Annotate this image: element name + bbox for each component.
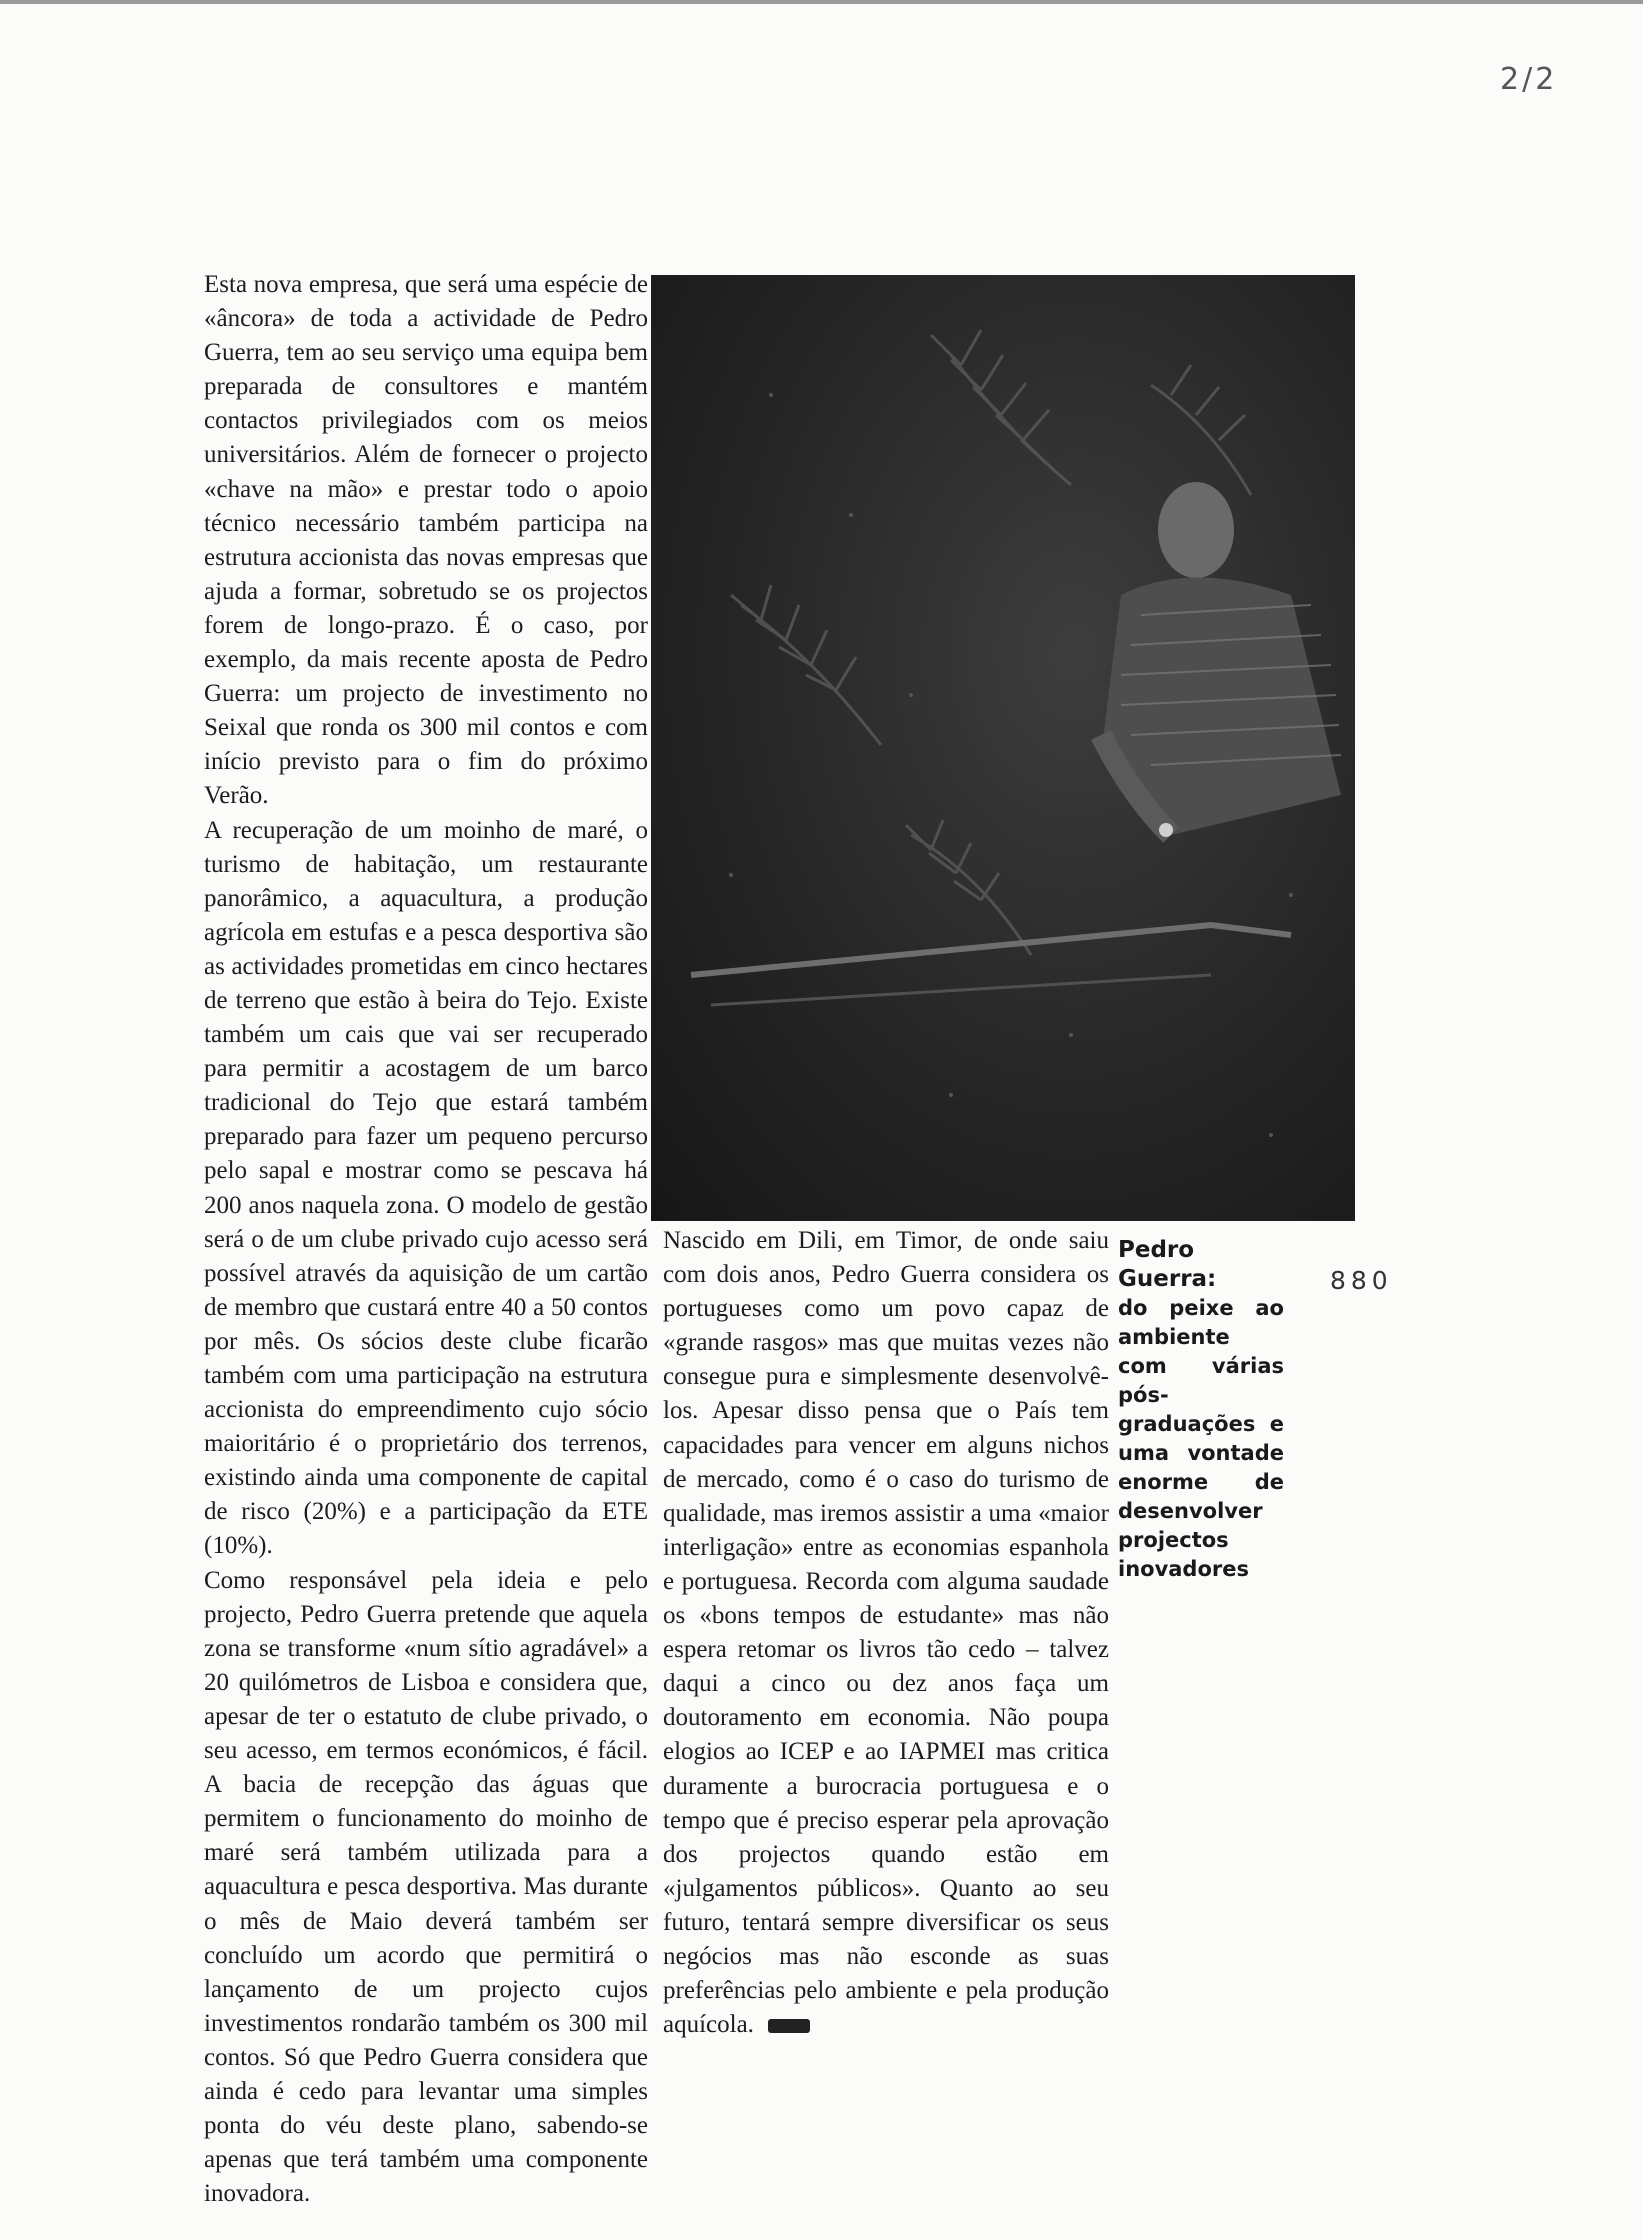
caption-text: do peixe ao ambiente com várias pós-graduações e uma vontade enorme de desenvolver projectos inovadores xyxy=(1118,1296,1284,1581)
caption-name: Pedro Guerra: xyxy=(1118,1237,1217,1292)
scan-edge xyxy=(0,0,1643,4)
article-middle-column xyxy=(663,1224,1109,2042)
article-paragraph-4-text: Nascido em Dili, em Timor, de onde saiu com dois anos, Pedro Guerra considera os portugueses como um povo capaz de «grande rasgos» mas que muitas vezes não consegue pura e simplesmente desenvolvê-los. Apesar disso pensa que o País tem capacidades para vencer em alguns nichos de mercado, como é o caso do turismo de qualidade, mas iremos assistir a uma «maior interligação» entre as economias espanhola e portuguesa. Recorda com alguma saudade os «bons tempos de estudante» mas não espera retomar os livros tão cedo – talvez daqui a cinco ou dez anos faça um doutoramento em economia. Não poupa elogios ao ICEP e ao IAPMEI mas critica duramente a burocracia portuguesa e o tempo que é preciso esperar pela aprovação dos projectos quando estão em «julgamentos públicos». Quanto ao seu futuro, tentará sempre diversificar os seus negócios mas não esconde as suas preferências pelo ambiente e pela produção aquícola. xyxy=(663,1227,1109,2039)
article-paragraph-4 xyxy=(663,1224,1109,2042)
end-of-article-mark xyxy=(768,2019,810,2033)
portrait-photo xyxy=(651,275,1355,1221)
stamp-number: 880 xyxy=(1330,1266,1393,1295)
photo-caption xyxy=(1118,1236,1284,1584)
article-paragraph-2: A recuperação de um moinho de maré, o turismo de habitação, um restaurante panorâmico, a aquacultura, a produção agrícola em estufas e a pesca desportiva são as actividades prometidas em cinco hectares de terreno que estão à beira do Tejo. Existe também um cais que vai ser recuperado para permitir a acostagem de um barco tradicional do Tejo que estará também preparado para fazer um pequeno percurso pelo sapal e mostrar como se pescava há 200 anos naquela zona. O modelo de gestão será o de um clube privado cujo acesso será possível através da aquisição de um cartão de membro que custará entre 40 a 50 contos por mês. Os sócios deste clube ficarão também com uma participação na estrutura accionista do empreendimento cujo sócio maioritário é o proprietário dos terrenos, existindo ainda uma componente de capital de risco (20%) e a participação da ETE (10%). xyxy=(204,816,648,1560)
photo-scene xyxy=(651,275,1355,1221)
article-paragraph-3: Como responsável pela ideia e pelo projecto, Pedro Guerra pretende que aquela zona se transforme «num sítio agradável» a 20 quilómetros de Lisboa e considera que, apesar de ter o estatuto de clube privado, o seu acesso, em termos económicos, é fácil. A bacia de recepção das águas que permitem o funcionamento do moinho de maré será também utilizada para a aquacultura e pesca desportiva. Mas durante o mês de Maio deverá também ser concluído um acordo que permitirá o lançamento de um projecto cujos investimentos rondarão também os 300 mil contos. Só que Pedro Guerra considera que ainda é cedo para levantar uma simples ponta do véu deste plano, sabendo-se apenas que terá também uma componente inovadora. xyxy=(204,1566,648,2208)
article-left-column xyxy=(204,268,648,2211)
page-number: 2/2 xyxy=(1500,62,1558,97)
article-paragraph-1: Esta nova empresa, que será uma espécie de «âncora» de toda a actividade de Pedro Guerra, tem ao seu serviço uma equipa bem preparada de consultores e mantém contactos privilegiados com os meios universitários. Além de fornecer o projecto «chave na mão» e prestar todo o apoio técnico necessário também participa na estrutura accionista das novas empresas que ajuda a formar, sobretudo se os projectos forem de longo-prazo. É o caso, por exemplo, da mais recente aposta de Pedro Guerra: um projecto de investimento no Seixal que ronda os 300 mil contos e com início previsto para o fim do próximo Verão. xyxy=(204,271,648,810)
